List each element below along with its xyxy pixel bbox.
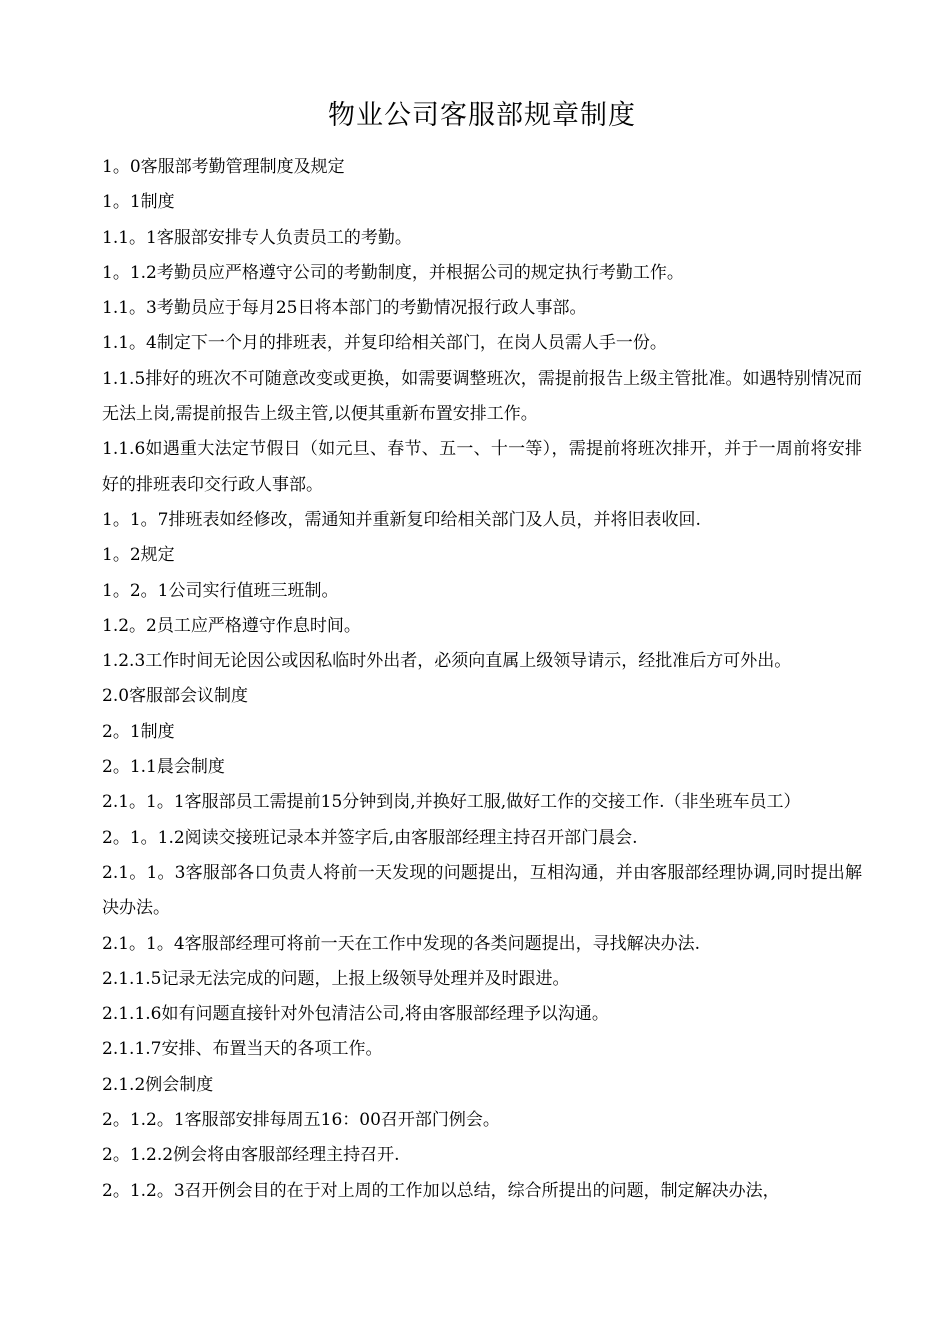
paragraph: 2.1.2例会制度 [102,1074,214,1095]
paragraph: 2.1.1.5记录无法完成的问题，上报上级领导处理并及时跟进。 [102,968,570,989]
paragraph: 2。1.2。3召开例会目的在于对上周的工作加以总结，综合所提出的问题，制定解决办法， [102,1180,780,1201]
paragraph: 1.2。2员工应严格遵守作息时间。 [102,615,361,636]
paragraph: 1.1。4制定下一个月的排班表，并复印给相关部门，在岗人员需人手一份。 [102,333,667,354]
paragraph: 1.1。3考勤员应于每月25日将本部门的考勤情况报行政人事部。 [102,298,587,319]
paragraph: 1.1.6如遇重大法定节假日（如元旦、春节、五一、十一等），需提前将班次排开，并于一周前将安排好的排班表印交行政人事部。 [102,439,862,495]
paragraph: 2。1.2。1客服部安排每周五16：00召开部门例会。 [102,1110,500,1131]
paragraph: 2。1。1.2阅读交接班记录本并签字后,由客服部经理主持召开部门晨会. [102,827,638,848]
document-body [102,150,862,1209]
paragraph: 2。1.2.2例会将由客服部经理主持召开. [102,1145,400,1166]
paragraph: 1。0客服部考勤管理制度及规定 [102,157,345,177]
paragraph: 2.1。1。4客服部经理可将前一天在工作中发现的各类问题提出，寻找解决办法. [102,933,701,954]
paragraph: 2.1.1.7安排、布置当天的各项工作。 [102,1039,383,1060]
paragraph: 1。1.2考勤员应严格遵守公司的考勤制度，并根据公司的规定执行考勤工作。 [102,262,684,283]
document-page [102,96,862,1209]
paragraph: 2。1.1晨会制度 [102,757,225,778]
paragraph: 2.1.1.6如有问题直接针对外包清洁公司,将由客服部经理予以沟通。 [102,1004,609,1025]
paragraph: 1。2。1公司实行值班三班制。 [102,580,339,601]
paragraph: 1.2.3工作时间无论因公或因私临时外出者，必须向直属上级领导请示，经批准后方可外出。 [102,651,792,672]
paragraph: 2.1。1。1客服部员工需提前15分钟到岗,并换好工服,做好工作的交接工作.（非坐班车员工） [102,792,801,813]
paragraph: 2。1制度 [102,721,175,742]
paragraph: 1。1制度 [102,192,175,213]
paragraph: 1。2规定 [102,545,175,566]
paragraph: 1.1.5排好的班次不可随意改变或更换，如需要调整班次，需提前报告上级主管批准。如遇特别情况而无法上岗,需提前报告上级主管,以便其重新布置安排工作。 [102,368,862,425]
paragraph: 1.1。1客服部安排专人负责员工的考勤。 [102,227,412,248]
document-title: 物业公司客服部规章制度 [328,100,636,131]
paragraph: 1。1。7排班表如经修改，需通知并重新复印给相关部门及人员，并将旧表收回. [102,509,701,530]
paragraph: 2.1。1。3客服部各口负责人将前一天发现的问题提出，互相沟通，并由客服部经理协调,同时提出解决办法。 [102,862,862,919]
paragraph: 2.0客服部会议制度 [102,686,249,707]
